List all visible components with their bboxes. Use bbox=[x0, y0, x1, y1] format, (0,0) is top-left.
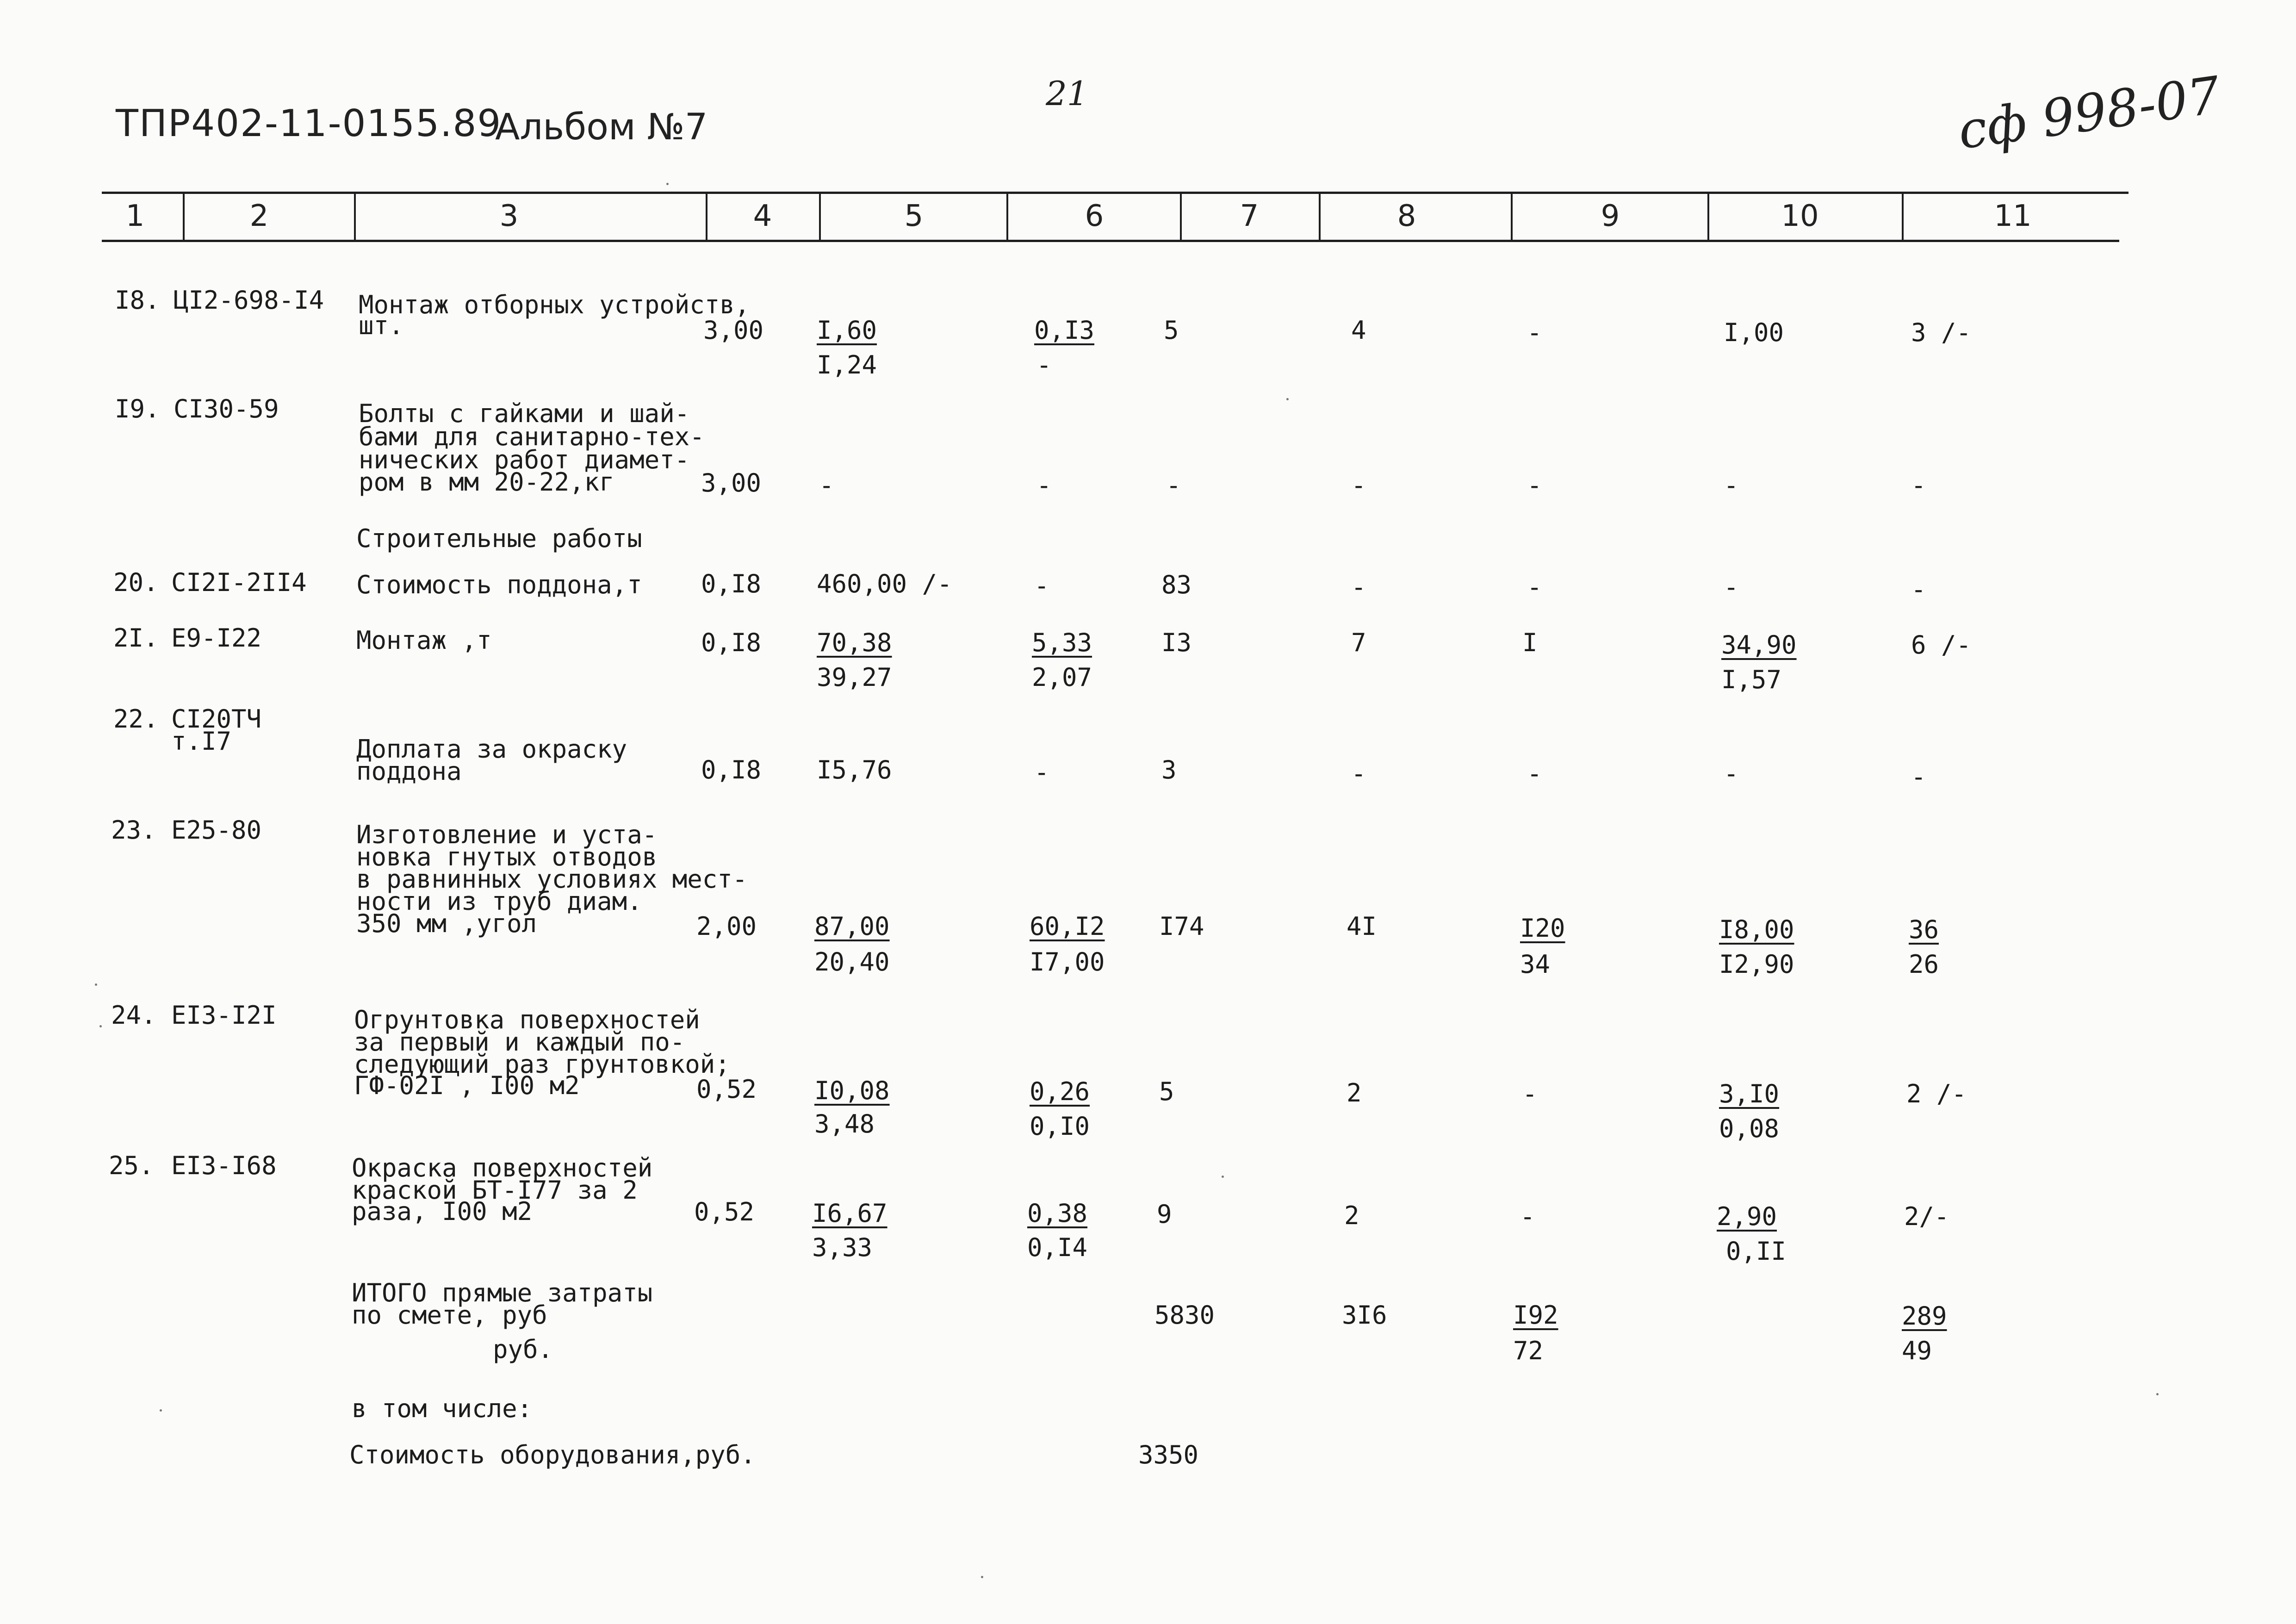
col-divider bbox=[354, 193, 356, 241]
col-divider bbox=[183, 193, 185, 241]
cell-fraction-bottom: 0,I4 bbox=[1027, 1233, 1088, 1262]
row-num: 2I. bbox=[113, 623, 159, 653]
row-code: ЦI2-698-I4 bbox=[174, 286, 324, 315]
cell-fraction-bottom: I2,90 bbox=[1719, 950, 1794, 979]
col-divider bbox=[1319, 193, 1321, 241]
scan-speck bbox=[1286, 398, 1289, 400]
row-code: ЕI3-I2I bbox=[171, 1001, 277, 1030]
cell-fraction-bottom: - bbox=[1036, 350, 1052, 380]
row-code: СI2I-2II4 bbox=[171, 568, 307, 597]
cell-col9: I bbox=[1522, 628, 1538, 657]
total-unit: руб. bbox=[493, 1335, 553, 1364]
cell-col10: - bbox=[1724, 471, 1739, 500]
cell-col8: - bbox=[1351, 572, 1366, 602]
row-qty: 2,00 bbox=[696, 912, 757, 941]
cell-fraction-top: 3,I0 bbox=[1719, 1079, 1780, 1108]
cell-fraction-bottom: 34 bbox=[1520, 950, 1551, 979]
row-code: СI30-59 bbox=[174, 394, 279, 423]
row-desc-line: следующий раз грунтовкой; bbox=[354, 1050, 730, 1079]
cell-col6: - bbox=[1036, 471, 1052, 500]
cell-col7: 5 bbox=[1159, 1077, 1174, 1106]
row-desc-line: нических работ диамет- bbox=[359, 445, 690, 474]
row-desc-line: 350 мм ,угол bbox=[356, 909, 537, 938]
cell-fraction-bottom: 26 bbox=[1909, 950, 1939, 979]
row-desc-line: Окраска поверхностей bbox=[352, 1153, 653, 1182]
col-divider bbox=[819, 193, 821, 241]
cell-fraction-bottom: 0,I0 bbox=[1030, 1112, 1090, 1141]
cell-col8: 2 bbox=[1347, 1078, 1362, 1108]
cell-fraction-top: I,60 bbox=[817, 316, 877, 345]
page-number: 21 bbox=[1046, 74, 1088, 113]
row-code: т.I7 bbox=[171, 727, 232, 756]
cell-col7: 5 bbox=[1164, 316, 1179, 345]
scan-speck bbox=[1222, 1176, 1224, 1178]
col-header-2: 2 bbox=[249, 199, 269, 233]
row-qty: 0,I8 bbox=[701, 755, 762, 784]
scan-speck bbox=[981, 1576, 983, 1578]
cell-fraction-bottom: 2,07 bbox=[1032, 663, 1092, 692]
cell-col10: - bbox=[1724, 759, 1739, 788]
row-num: 25. bbox=[109, 1151, 154, 1180]
scan-speck bbox=[2156, 1393, 2159, 1395]
cell-col7: - bbox=[1166, 471, 1181, 500]
row-qty: 0,I8 bbox=[701, 628, 762, 657]
cell-col9: - bbox=[1527, 759, 1542, 788]
row-num: I9. bbox=[115, 394, 160, 423]
row-desc-line: новка гнутых отводов bbox=[356, 842, 658, 871]
col-header-3: 3 bbox=[499, 199, 519, 233]
col-header-6: 6 bbox=[1085, 199, 1104, 233]
row-num: I8. bbox=[115, 286, 160, 315]
col-header-11: 11 bbox=[1994, 199, 2032, 233]
cell-col7: I74 bbox=[1159, 912, 1204, 941]
row-desc-line: Монтаж отборных устройств, bbox=[359, 290, 750, 319]
scan-speck bbox=[160, 1409, 162, 1412]
col-header-10: 10 bbox=[1781, 199, 1819, 233]
cell-fraction-bottom: 3,33 bbox=[812, 1233, 873, 1262]
cell-fraction-top: I8,00 bbox=[1719, 915, 1794, 944]
row-qty: 0,52 bbox=[696, 1075, 757, 1104]
cell-col11: 6 /- bbox=[1911, 630, 1972, 660]
total-fraction-top: 289 bbox=[1902, 1301, 1947, 1331]
cell-fraction-top: 0,26 bbox=[1030, 1077, 1090, 1106]
cell-col9: - bbox=[1527, 572, 1542, 602]
row-num: 24. bbox=[111, 1001, 156, 1030]
cell-col9: - bbox=[1522, 1079, 1538, 1108]
doc-code: ТПР402-11-0155.89 bbox=[116, 102, 502, 145]
scan-speck bbox=[666, 183, 669, 185]
row-qty: 3,00 bbox=[701, 468, 762, 498]
cell-fraction-bottom: 3,48 bbox=[814, 1109, 875, 1139]
row-code: Е9-I22 bbox=[171, 623, 262, 653]
cell-fraction-top: 5,33 bbox=[1032, 628, 1092, 657]
cell-col5: I5,76 bbox=[817, 755, 892, 784]
row-desc-line: в равнинных условиях мест- bbox=[356, 865, 748, 894]
cell-col8: - bbox=[1351, 471, 1366, 500]
row-desc-line: Огрунтовка поверхностей bbox=[354, 1005, 700, 1034]
cell-col5: 460,00 /- bbox=[817, 569, 952, 598]
row-qty: 0,I8 bbox=[701, 569, 762, 598]
row-desc-line: ГФ-02I , I00 м2 bbox=[354, 1071, 580, 1100]
scan-speck bbox=[99, 1025, 102, 1027]
header-bottom-rule bbox=[102, 240, 2119, 242]
col-header-1: 1 bbox=[125, 199, 145, 233]
total-fraction-bottom: 72 bbox=[1513, 1336, 1544, 1365]
total-col7: 5830 bbox=[1154, 1300, 1215, 1330]
cell-fraction-top: 2,90 bbox=[1717, 1202, 1777, 1231]
row-desc-line: поддона bbox=[356, 757, 462, 786]
cell-fraction-top: 60,I2 bbox=[1030, 912, 1105, 941]
row-desc-line: Стоимость поддона,т bbox=[356, 570, 642, 599]
cell-fraction-top: I20 bbox=[1520, 914, 1565, 943]
row-qty: 3,00 bbox=[703, 316, 764, 345]
total-label-line: ИТОГО прямые затраты bbox=[352, 1278, 653, 1307]
col-divider bbox=[1707, 193, 1709, 241]
cell-col9: - bbox=[1527, 318, 1542, 347]
cell-col7: 3 bbox=[1161, 755, 1177, 784]
cell-col8: - bbox=[1351, 759, 1366, 788]
cell-col11: - bbox=[1911, 575, 1926, 604]
cell-fraction-bottom: 39,27 bbox=[817, 663, 892, 692]
cell-fraction-top: 34,90 bbox=[1721, 630, 1797, 660]
cell-fraction-bottom: 0,08 bbox=[1719, 1114, 1780, 1143]
row-desc-line: бами для санитарно-тех- bbox=[359, 422, 705, 451]
scan-speck bbox=[95, 983, 97, 986]
cell-col11: 2 /- bbox=[1906, 1079, 1967, 1108]
cell-col9: - bbox=[1520, 1202, 1535, 1231]
total-fraction-top: I92 bbox=[1513, 1300, 1558, 1330]
album-label: Альбом №7 bbox=[495, 106, 708, 148]
col-divider bbox=[706, 193, 707, 241]
cell-col8: 7 bbox=[1351, 628, 1366, 657]
header-top-rule bbox=[102, 192, 2128, 194]
col-divider bbox=[1902, 193, 1904, 241]
cell-col11: - bbox=[1911, 762, 1926, 791]
handwritten-stamp: сф 998-07 bbox=[1954, 65, 2224, 161]
col-header-8: 8 bbox=[1397, 199, 1416, 233]
row-desc-line: Монтаж ,т bbox=[356, 626, 492, 655]
row-desc-line: раза, I00 м2 bbox=[352, 1197, 533, 1226]
cell-col7: I3 bbox=[1161, 628, 1192, 657]
row-qty: 0,52 bbox=[694, 1197, 755, 1226]
cell-col6: - bbox=[1034, 571, 1049, 600]
cell-fraction-top: I0,08 bbox=[814, 1076, 890, 1105]
row-code: СI20ТЧ bbox=[171, 704, 262, 734]
row-code: Е25-80 bbox=[171, 815, 262, 845]
cell-fraction-top: 70,38 bbox=[817, 628, 892, 657]
col-header-4: 4 bbox=[753, 199, 772, 233]
equipment-cost-value: 3350 bbox=[1138, 1440, 1199, 1469]
col-divider bbox=[1511, 193, 1513, 241]
cell-col8: 4I bbox=[1347, 912, 1377, 941]
row-num: 22. bbox=[113, 704, 159, 734]
row-desc-line: краской БТ-I77 за 2 bbox=[352, 1176, 638, 1205]
row-desc-line: шт. bbox=[359, 311, 404, 340]
cell-col10: I,00 bbox=[1724, 318, 1784, 347]
row-desc-line: за первый и каждый по- bbox=[354, 1027, 685, 1057]
col-header-9: 9 bbox=[1601, 199, 1620, 233]
cell-col7: 9 bbox=[1157, 1200, 1172, 1229]
col-divider bbox=[1006, 193, 1008, 241]
row-desc-line: ности из труб диам. bbox=[356, 887, 642, 916]
cell-col10: - bbox=[1724, 572, 1739, 602]
cell-fraction-top: I6,67 bbox=[812, 1199, 887, 1228]
row-desc-line: Доплата за окраску bbox=[356, 734, 627, 764]
row-desc-line: Изготовление и уста- bbox=[356, 820, 658, 849]
row-desc-line: ром в мм 20-22,кг bbox=[359, 467, 614, 497]
total-label-line: по смете, руб bbox=[352, 1300, 547, 1330]
row-code: ЕI3-I68 bbox=[171, 1151, 277, 1180]
cell-fraction-top: 0,I3 bbox=[1034, 316, 1095, 345]
cell-col8: 4 bbox=[1351, 316, 1366, 345]
cell-col9: - bbox=[1527, 471, 1542, 500]
including-label: в том числе: bbox=[352, 1394, 533, 1423]
row-desc-line: Болты с гайками и шай- bbox=[359, 399, 690, 428]
cell-col6: - bbox=[1034, 758, 1049, 787]
cell-col11: - bbox=[1911, 471, 1926, 500]
cell-fraction-top: 36 bbox=[1909, 915, 1939, 944]
cell-col11: 3 /- bbox=[1911, 318, 1972, 347]
total-fraction-bottom: 49 bbox=[1902, 1336, 1932, 1365]
cell-fraction-bottom: I,24 bbox=[817, 350, 877, 380]
row-num: 20. bbox=[113, 568, 159, 597]
cell-fraction-bottom: 20,40 bbox=[814, 947, 890, 977]
cell-fraction-bottom: I7,00 bbox=[1030, 947, 1105, 977]
equipment-cost-label: Стоимость оборудования,руб. bbox=[349, 1440, 756, 1469]
col-header-5: 5 bbox=[904, 199, 924, 233]
total-col8: 3I6 bbox=[1342, 1300, 1387, 1330]
cell-fraction-bottom: 0,II bbox=[1726, 1237, 1787, 1266]
cell-col11: 2/- bbox=[1904, 1202, 1949, 1231]
cell-col5: - bbox=[819, 471, 834, 500]
cell-fraction-top: 0,38 bbox=[1027, 1199, 1088, 1228]
section-heading: Строительные работы bbox=[356, 524, 642, 553]
cell-fraction-top: 87,00 bbox=[814, 912, 890, 941]
cell-col8: 2 bbox=[1344, 1201, 1359, 1230]
col-divider bbox=[1180, 193, 1182, 241]
col-header-7: 7 bbox=[1240, 199, 1259, 233]
cell-fraction-bottom: I,57 bbox=[1721, 665, 1782, 694]
cell-col7: 83 bbox=[1161, 570, 1192, 599]
row-num: 23. bbox=[111, 815, 156, 845]
